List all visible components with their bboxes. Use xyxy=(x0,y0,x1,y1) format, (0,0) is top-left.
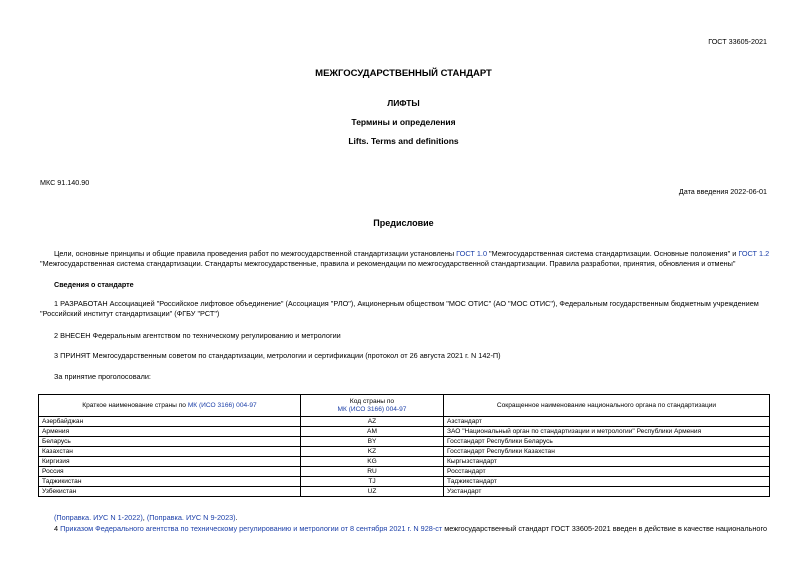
table-row xyxy=(39,467,770,477)
body-cell: Росстандарт xyxy=(444,467,770,477)
gost-1-2-link[interactable]: ГОСТ 1.2 xyxy=(738,249,770,258)
country-cell: Казахстан xyxy=(39,447,301,457)
code-cell: KZ xyxy=(301,447,444,457)
table-row xyxy=(39,487,770,497)
body-cell: Госстандарт Республики Казахстан xyxy=(444,447,770,457)
code-cell: KG xyxy=(301,457,444,467)
table-row xyxy=(39,477,770,487)
table-header-row xyxy=(39,395,770,417)
foreword-heading: Предисловие xyxy=(373,218,434,228)
country-cell: Таджикистан xyxy=(39,477,301,487)
country-cell: Беларусь xyxy=(39,437,301,447)
foreword-text-3: "Межгосударственная система стандартизации. Стандарты межгосударственные, правила и рекомендации по межгосударственной стандартизации. Правила разработки, принятия, обновления и отмены" xyxy=(40,259,736,268)
item-adopted: 3 ПРИНЯТ Межгосударственным советом по стандартизации, метрологии и сертификации (протокол от 26 августа 2021 г. N 142-П) xyxy=(54,351,501,360)
table-row xyxy=(39,437,770,447)
body-cell: Госстандарт Республики Беларусь xyxy=(444,437,770,447)
foreword-text-2: "Межгосударственная система стандартизации. Основные положения" и xyxy=(487,249,739,258)
countries-table xyxy=(38,394,770,497)
body-cell: ЗАО "Национальный орган по стандартизации и метрологии" Республики Армения xyxy=(444,427,770,437)
amendment-link-1[interactable]: (Поправка. ИУС N 1-2022) xyxy=(54,513,143,522)
table-row xyxy=(39,427,770,437)
subtitle-english: Lifts. Terms and definitions xyxy=(348,136,459,146)
voted-label: За принятие проголосовали: xyxy=(54,372,151,381)
amendments-line xyxy=(54,513,784,523)
amendment-end: . xyxy=(235,513,238,522)
standard-subject: ЛИФТЫ xyxy=(387,98,420,108)
code-cell: TJ xyxy=(301,477,444,487)
document-type-title: МЕЖГОСУДАРСТВЕННЫЙ СТАНДАРТ xyxy=(315,68,492,79)
item-submitted: 2 ВНЕСЕН Федеральным агентством по техническому регулированию и метрологии xyxy=(54,331,341,340)
amendment-separator: , xyxy=(142,513,147,522)
country-code-header-text: Код страны по xyxy=(349,397,395,405)
order-link[interactable]: Приказом Федерального агентства по техническому регулированию и метрологии от 8 сентября 2021 г. N 928-ст xyxy=(60,524,443,533)
code-cell: RU xyxy=(301,467,444,477)
country-code-header xyxy=(301,395,444,417)
body-cell: Узстандарт xyxy=(444,487,770,497)
foreword-paragraph xyxy=(40,249,770,269)
table-row xyxy=(39,417,770,427)
item-developed: 1 РАЗРАБОТАН Ассоциацией "Российское лифтовое объединение" (Ассоциация "РЛО"), Акционерным обществом "МОС ОТИС" (АО "МОС ОТИС"), Федеральным государственным бюджетным учреждением "Российский институт стандартизации" (ФГБУ "РСТ") xyxy=(40,299,759,318)
code-cell: AM xyxy=(301,427,444,437)
document-code: ГОСТ 33605-2021 xyxy=(708,37,767,46)
country-cell: Киргизия xyxy=(39,457,301,467)
country-name-header xyxy=(39,395,301,417)
subtitle-russian: Термины и определения xyxy=(351,117,456,127)
code-cell: AZ xyxy=(301,417,444,427)
body-cell: Азстандарт xyxy=(444,417,770,427)
amendment-link-2[interactable]: (Поправка. ИУС N 9-2023) xyxy=(146,513,236,522)
item-enacted-number: 4 xyxy=(54,524,61,533)
country-cell: Армения xyxy=(39,427,301,437)
item-enacted-text: межгосударственный стандарт ГОСТ 33605-2021 введен в действие в качестве национального xyxy=(442,524,768,533)
country-name-header-text: Краткое наименование страны по xyxy=(82,401,188,409)
gost-1-0-link[interactable]: ГОСТ 1.0 xyxy=(456,249,487,258)
code-cell: BY xyxy=(301,437,444,447)
mk-iso-link[interactable]: МК (ИСО 3166) 004-97 xyxy=(187,401,257,409)
national-body-header: Сокращенное наименование национального органа по стандартизации xyxy=(444,395,770,417)
body-cell: Таджикстандарт xyxy=(444,477,770,487)
mk-iso-code-link[interactable]: МК (ИСО 3166) 004-97 xyxy=(337,405,407,413)
country-cell: Узбекистан xyxy=(39,487,301,497)
introduction-date: Дата введения 2022-06-01 xyxy=(678,187,767,196)
foreword-text-1: Цели, основные принципы и общие правила проведения работ по межгосударственной стандартизации установлены xyxy=(54,249,457,258)
item-enacted xyxy=(54,524,770,534)
code-cell: UZ xyxy=(301,487,444,497)
country-cell: Россия xyxy=(39,467,301,477)
table-row xyxy=(39,447,770,457)
body-cell: Кыргызстандарт xyxy=(444,457,770,467)
country-cell: Азербайджан xyxy=(39,417,301,427)
mks-code: МКС 91.140.90 xyxy=(40,178,90,187)
standard-info-heading: Сведения о стандарте xyxy=(54,280,134,289)
table-row xyxy=(39,457,770,467)
